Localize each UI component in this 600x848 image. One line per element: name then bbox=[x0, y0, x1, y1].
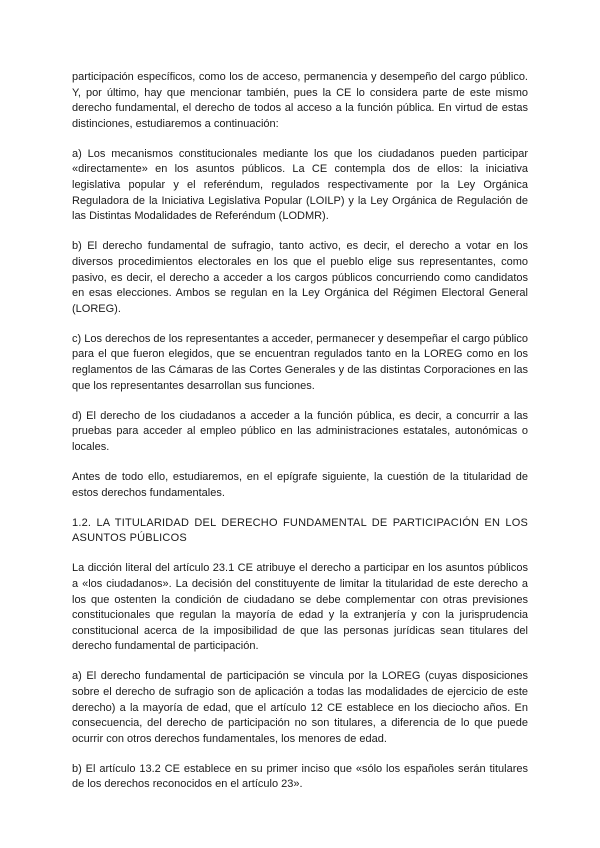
paragraph-article-23: La dicción literal del artículo 23.1 CE atribuye el derecho a participar en los asuntos públicos a «los ciudadanos». La decisión del constituyente de limitar la titularidad de este derecho a los que ostenten la condición de ciudadano se debe complementar con otras previsiones constitucionales que regulan la mayoría de edad y la extranjería y con la jurisprudencia constitucional acerca de la imposibilidad de que las personas jurídicas sean titulares del derecho fundamental de participación. bbox=[72, 562, 528, 653]
paragraph-item-c: c) Los derechos de los representantes a acceder, permanecer y desempeñar el cargo público para el que fueron elegidos, que se encuentran regulados tanto en la LOREG como en los reglamentos de las Cámaras de las Cortes Generales y de las distintas Corporaciones en las que los representantes desarrollan sus funciones. bbox=[72, 332, 528, 392]
paragraph-item-b: b) El derecho fundamental de sufragio, tanto activo, es decir, el derecho a votar en los diversos procedimientos electorales en los que el pueblo elige sus representantes, como pasivo, es decir, el derecho a acceder a los cargos públicos concurriendo como candidatos en esas elecciones. Ambos se regulan en la Ley Orgánica del Régimen Electoral General (LOREG). bbox=[72, 240, 528, 315]
document-page bbox=[72, 70, 528, 793]
paragraph-majority-age: a) El derecho fundamental de participación se vincula por la LOREG (cuyas disposiciones sobre el derecho de sufragio son de aplicación a todas las modalidades de ejercicio de este derecho) a la mayoría de edad, que el artículo 12 CE establece en los dieciocho años. En consecuencia, del derecho de participación no son titulares, a diferencia de lo que puede ocurrir con otros derechos fundamentales, los menores de edad. bbox=[72, 670, 528, 745]
paragraph-transition: Antes de todo ello, estudiaremos, en el epígrafe siguiente, la cuestión de la titularidad de estos derechos fundamentales. bbox=[72, 470, 528, 499]
paragraph-article-13: b) El artículo 13.2 CE establece en su primer inciso que «sólo los españoles serán titulares de los derechos reconocidos en el artículo 23». bbox=[72, 762, 528, 791]
paragraph-item-d: d) El derecho de los ciudadanos a acceder a la función pública, es decir, a concurrir a las pruebas para acceder al empleo público en las administraciones estatales, autonómicas o locales. bbox=[72, 409, 528, 453]
paragraph-intro-continuation: participación específicos, como los de acceso, permanencia y desempeño del cargo público. Y, por último, hay que mencionar también, pues la CE lo considera parte de este mismo derecho fundamental, el derecho de todos al acceso a la función pública. En virtud de estas distinciones, estudiaremos a continuación: bbox=[72, 71, 528, 130]
paragraph-item-a: a) Los mecanismos constitucionales mediante los que los ciudadanos pueden participar «directamente» en los asuntos públicos. La CE contempla dos de ellos: la iniciativa legislativa popular y el referéndum, regulados respectivamente por la Ley Orgánica Reguladora de la Iniciativa Legislativa Popular (LOILP) y la Ley Orgánica de Regulación de las Distintas Modalidades de Referéndum (LODMR). bbox=[72, 147, 528, 223]
section-heading: 1.2. LA TITULARIDAD DEL DERECHO FUNDAMENTAL DE PARTICIPACIÓN EN LOS ASUNTOS PÚBLICOS bbox=[72, 516, 528, 545]
